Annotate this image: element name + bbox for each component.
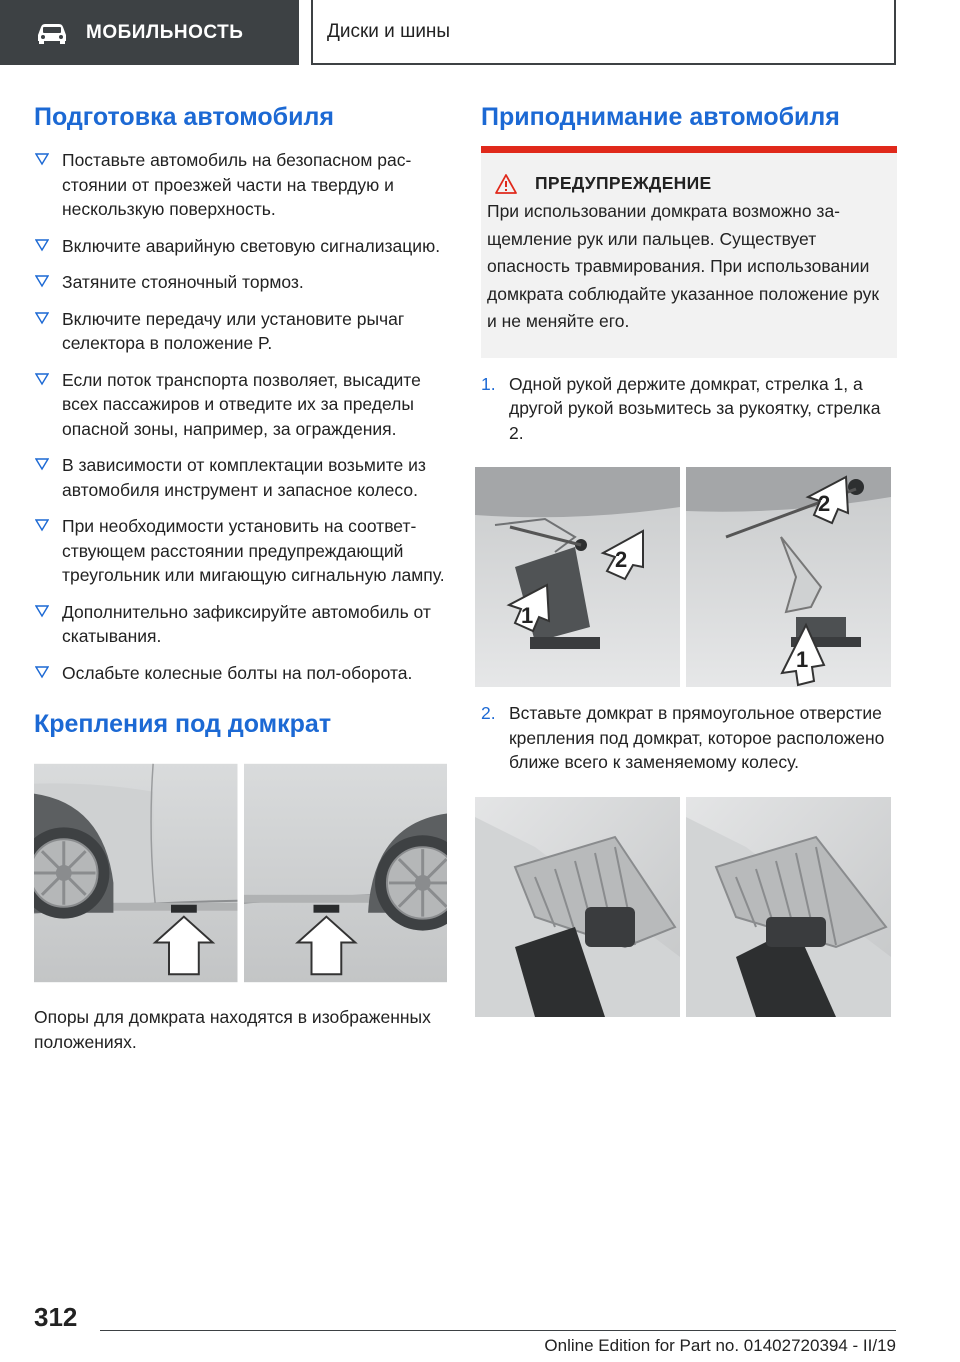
header-section-tab[interactable] [0,0,299,65]
list-item: Поставьте автомобиль на безопасном расстоянии от проезжей части на твердую и нескользкую поверхность. [34,148,447,222]
footer-edition: Online Edition for Part no. 01402720394 - II/19 [544,1336,896,1355]
jack-points-heading: Крепления под домкрат [34,710,332,738]
list-item: Дополнительно зафиксируйте автомобиль от скатывания. [34,600,447,649]
lifting-steps-cont [481,701,897,775]
right-column [481,100,897,1017]
prep-heading: Подготовка автомобиля [34,103,334,131]
list-item: При необходимости установить на соответствующем расстоянии предупреждающий треугольник или мигающую сигнальную лампу. [34,514,447,588]
jack-point-front-image [34,763,238,983]
jack-handling-photo [475,467,897,687]
arrow-label-2: 2 [818,491,831,516]
triangle-bullet-icon [35,274,49,288]
jack-hold-image [475,467,680,687]
prep-list [34,148,447,685]
triangle-bullet-icon [35,152,49,166]
lifting-steps [481,372,897,446]
triangle-bullet-icon [35,518,49,532]
arrow-label-2: 2 [615,547,628,572]
left-column [34,100,447,1054]
car-icon [34,21,70,45]
header-section-title: МОБИЛЬНОСТЬ [86,21,244,43]
header-chapter-title: Диски и шины [327,20,451,42]
arrow-label-1: 1 [796,647,809,672]
list-item: Включите аварийную световую сигнализацию. [34,234,447,259]
list-item: Ослабьте колесные болты на пол-оборота. [34,661,447,686]
list-item: Включите передачу или установите рычаг селектора в положение P. [34,307,447,356]
warning-triangle-icon [495,174,517,194]
page-number: 312 [34,1302,78,1332]
list-item: 2. Вставьте домкрат в прямоугольное отверстие крепления под домкрат, которое расположено ближе всего к заменяемому колесу. [481,703,885,772]
jack-points-caption: Опоры для домкрата находятся в изображенных положениях. [34,1007,431,1052]
lifting-heading: Приподнимание автомобиля [481,103,840,131]
header-chapter-tab[interactable] [311,0,896,65]
arrow-label-1: 1 [521,603,534,628]
jack-point-rear-image [244,763,448,983]
list-item: 1. Одной рукой держите домкрат, стрелка 1, а другой рукой возьмитесь за рукоятку, стрелка 2. [481,373,881,443]
triangle-bullet-icon [35,311,49,325]
triangle-bullet-icon [35,372,49,386]
list-item: В зависимости от комплектации возьмите из автомобиля инструмент и запасное колесо. [34,453,447,502]
warning-rule [481,146,897,153]
jack-crank-image [686,467,891,687]
jack-insert-before-image [475,797,680,1017]
triangle-bullet-icon [35,604,49,618]
warning-box [481,153,897,358]
triangle-bullet-icon [35,238,49,252]
footer-divider [100,1330,896,1331]
warning-title: ПРЕДУПРЕЖДЕНИЕ [495,173,891,194]
jack-points-photo [34,763,447,983]
jack-insert-after-image [686,797,891,1017]
jack-insert-photo [475,797,897,1017]
triangle-bullet-icon [35,665,49,679]
triangle-bullet-icon [35,457,49,471]
list-item: Если поток транспорта позволяет, высадите всех пассажиров и отведите их за пределы опасной зоны, например, за ограждения. [34,368,447,442]
warning-text: При использовании домкрата возможно защемление рук или пальцев. Существует опасность травмирования. При использовании домкрата соблюдайте указанное положение рук и не меняйте его. [487,201,880,331]
list-item: Затяните стояночный тормоз. [34,270,447,295]
